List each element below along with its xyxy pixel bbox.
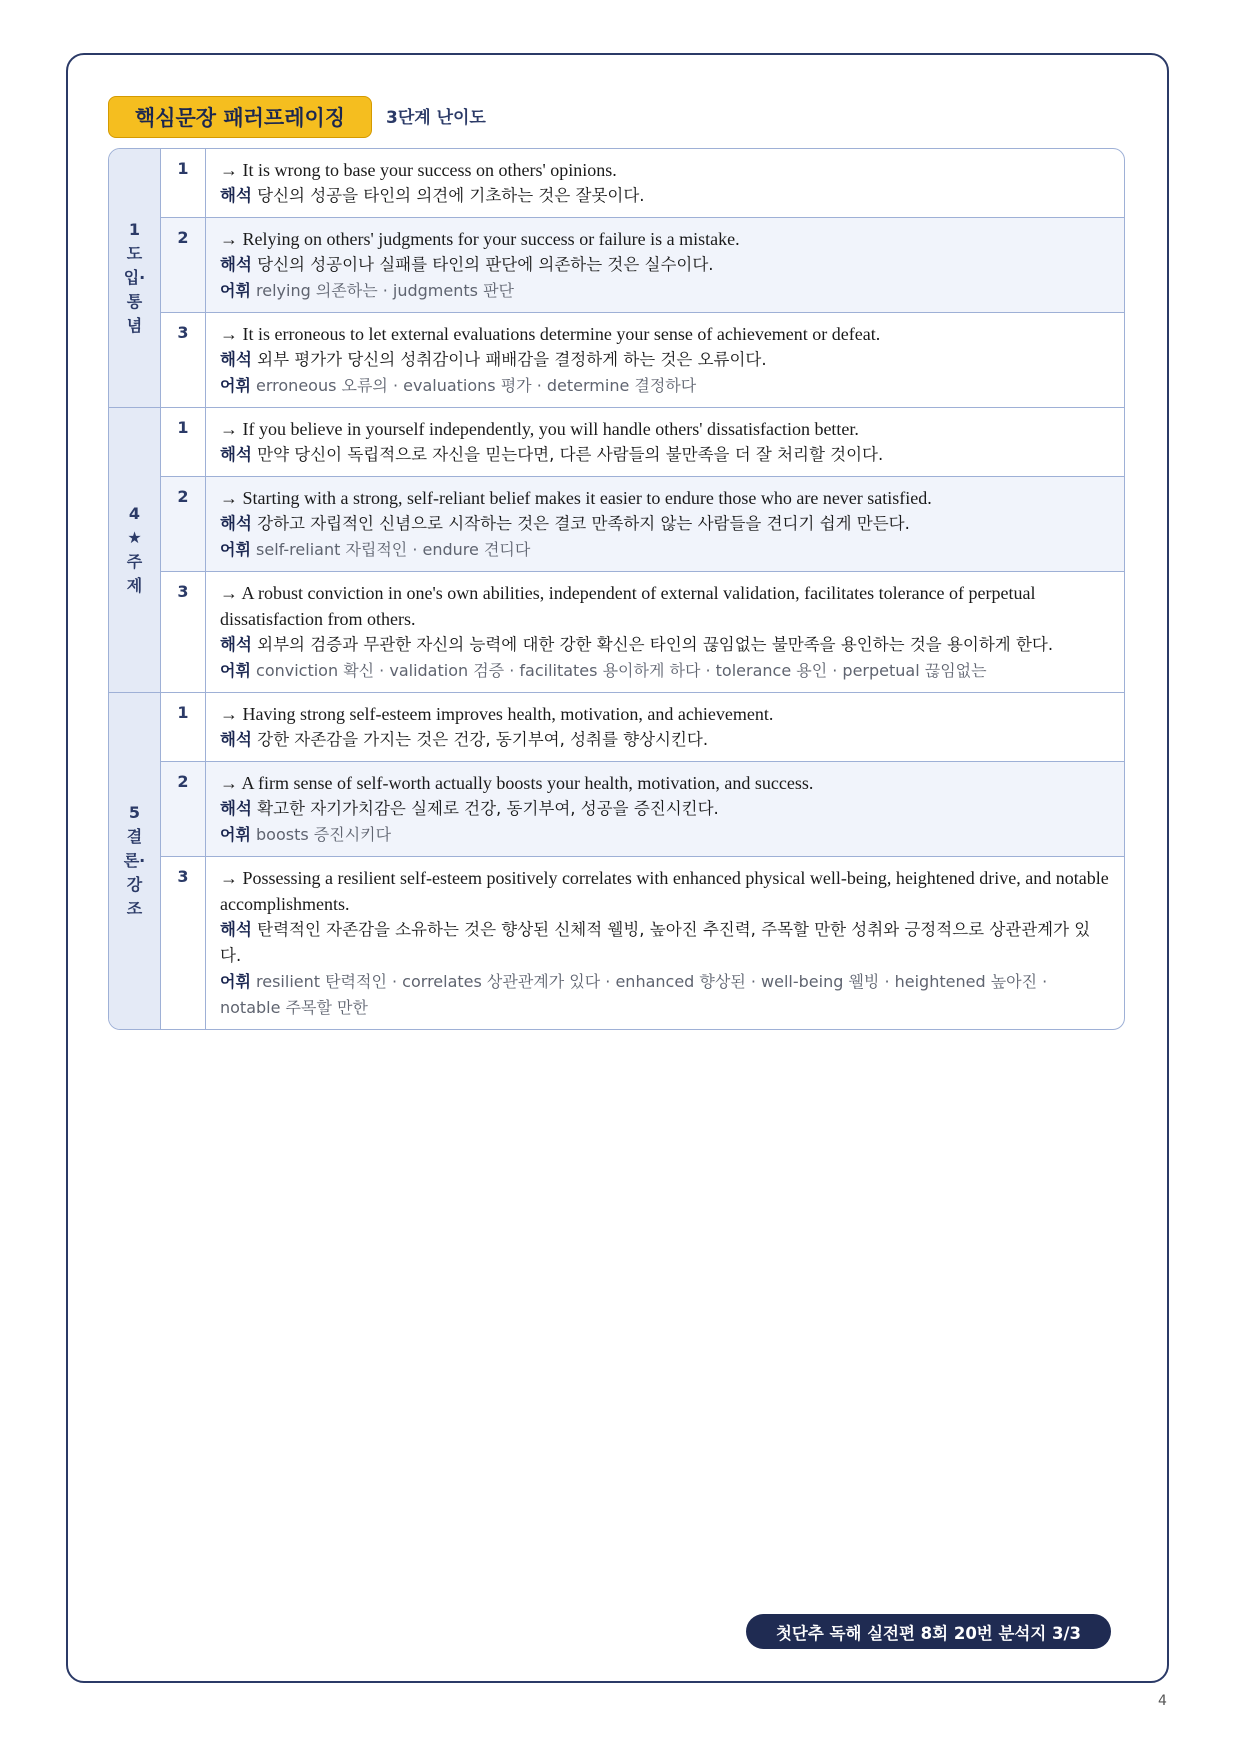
row-number: 2 xyxy=(161,477,206,571)
interpretation-text: 강하고 자립적인 신념으로 시작하는 것은 결코 만족하지 않는 사람들을 견디기 쉽게 만든다. xyxy=(257,514,910,533)
interpretation-text: 외부 평가가 당신의 성취감이나 패배감을 결정하게 하는 것은 오류이다. xyxy=(257,350,767,369)
english-sentence: → Having strong self-esteem improves health, motivation, and achievement. xyxy=(220,704,774,724)
group-label-char: 입· xyxy=(123,268,146,287)
interpretation-text: 만약 당신이 독립적으로 자신을 믿는다면, 다른 사람들의 불만족을 더 잘 처리할 것이다. xyxy=(257,445,884,464)
page-number: 4 xyxy=(1158,1693,1167,1709)
table-row xyxy=(161,149,1124,217)
vocab-text: relying 의존하는 · judgments 판단 xyxy=(256,281,514,300)
group-block xyxy=(109,149,1124,407)
row-content xyxy=(206,477,1124,571)
english-sentence: → It is erroneous to let external evaluations determine your sense of achievement or defeat. xyxy=(220,324,881,344)
vocabulary-line xyxy=(220,969,1110,1021)
table-row xyxy=(161,693,1124,761)
row-number: 1 xyxy=(161,149,206,217)
english-sentence: → Starting with a strong, self-reliant belief makes it easier to endure those who are never satisfied. xyxy=(220,488,932,508)
english-sentence: → Relying on others' judgments for your success or failure is a mistake. xyxy=(220,229,740,249)
row-number: 1 xyxy=(161,408,206,476)
row-number: 3 xyxy=(161,572,206,692)
group-label-char: ★ xyxy=(127,528,142,547)
vocab-label: 어휘 xyxy=(220,540,251,559)
group-label-char: 5 xyxy=(128,803,141,822)
row-content xyxy=(206,693,1124,761)
korean-interpretation xyxy=(220,511,1110,537)
row-content xyxy=(206,408,1124,476)
interpretation-label: 해석 xyxy=(220,186,252,205)
group-label-char: 조 xyxy=(126,899,143,918)
interpretation-label: 해석 xyxy=(220,255,252,274)
vocab-text: erroneous 오류의 · evaluations 평가 · determine 결정하다 xyxy=(256,376,697,395)
interpretation-text: 외부의 검증과 무관한 자신의 능력에 대한 강한 확신은 타인의 끊임없는 불만족을 용인하는 것을 용이하게 한다. xyxy=(257,635,1054,654)
row-content xyxy=(206,762,1124,856)
group-label-text xyxy=(124,218,146,338)
group-label xyxy=(109,149,161,407)
interpretation-label: 해석 xyxy=(220,920,252,939)
row-content xyxy=(206,313,1124,407)
group-label xyxy=(109,408,161,692)
row-content xyxy=(206,572,1124,692)
row-number: 3 xyxy=(161,313,206,407)
interpretation-text: 탄력적인 자존감을 소유하는 것은 향상된 신체적 웰빙, 높아진 추진력, 주목할 만한 성취와 긍정적으로 상관관계가 있다. xyxy=(220,920,1091,965)
row-number: 1 xyxy=(161,693,206,761)
english-sentence: → A robust conviction in one's own abilities, independent of external validation, facilitates tolerance of perpetual dissatisfaction from others. xyxy=(220,583,1036,629)
group-label-char: 주 xyxy=(126,552,143,571)
vocabulary-line xyxy=(220,278,1110,304)
english-sentence: → If you believe in yourself independently, you will handle others' dissatisfaction better. xyxy=(220,419,859,439)
korean-interpretation xyxy=(220,183,1110,209)
vocab-label: 어휘 xyxy=(220,376,251,395)
group-label-char: 통 xyxy=(126,292,143,311)
interpretation-label: 해석 xyxy=(220,635,252,654)
row-number: 3 xyxy=(161,857,206,1029)
english-sentence: → It is wrong to base your success on others' opinions. xyxy=(220,160,617,180)
interpretation-text: 확고한 자기가치감은 실제로 건강, 동기부여, 성공을 증진시킨다. xyxy=(257,799,719,818)
interpretation-text: 당신의 성공이나 실패를 타인의 판단에 의존하는 것은 실수이다. xyxy=(257,255,714,274)
vocabulary-line xyxy=(220,373,1110,399)
table-row xyxy=(161,312,1124,407)
row-number: 2 xyxy=(161,218,206,312)
interpretation-label: 해석 xyxy=(220,350,252,369)
interpretation-label: 해석 xyxy=(220,445,252,464)
vocab-label: 어휘 xyxy=(220,825,251,844)
interpretation-text: 당신의 성공을 타인의 의견에 기초하는 것은 잘못이다. xyxy=(257,186,645,205)
group-label-char: 론· xyxy=(123,851,146,870)
group-label-char: 1 xyxy=(128,220,141,239)
korean-interpretation xyxy=(220,796,1110,822)
table-row xyxy=(161,476,1124,571)
interpretation-text: 강한 자존감을 가지는 것은 건강, 동기부여, 성취를 향상시킨다. xyxy=(257,730,709,749)
table-row xyxy=(161,408,1124,476)
vocab-text: self-reliant 자립적인 · endure 견디다 xyxy=(256,540,531,559)
group-label xyxy=(109,693,161,1029)
korean-interpretation xyxy=(220,442,1110,468)
english-sentence: → A firm sense of self-worth actually boosts your health, motivation, and success. xyxy=(220,773,814,793)
footer-source-label: 첫단추 독해 실전편 8회 20번 분석지 3/3 xyxy=(746,1614,1111,1649)
group-label-text xyxy=(124,801,146,921)
group-block xyxy=(109,407,1124,692)
vocab-text: conviction 확신 · validation 검증 · facilitates 용이하게 하다 · tolerance 용인 · perpetual 끊임없는 xyxy=(256,661,987,680)
paraphrase-table xyxy=(108,148,1125,1030)
vocab-text: resilient 탄력적인 · correlates 상관관계가 있다 · enhanced 향상된 · well-being 웰빙 · heightened 높아진 · notable 주목할 만한 xyxy=(220,972,1048,1017)
table-row xyxy=(161,856,1124,1029)
row-content xyxy=(206,149,1124,217)
section-title-badge xyxy=(108,96,372,138)
interpretation-label: 해석 xyxy=(220,514,252,533)
korean-interpretation xyxy=(220,727,1110,753)
row-number: 2 xyxy=(161,762,206,856)
group-label-text xyxy=(127,502,142,598)
table-row xyxy=(161,217,1124,312)
vocab-label: 어휘 xyxy=(220,972,251,991)
group-label-char: 4 xyxy=(128,504,141,523)
interpretation-label: 해석 xyxy=(220,730,252,749)
vocabulary-line xyxy=(220,537,1110,563)
table-row xyxy=(161,761,1124,856)
korean-interpretation xyxy=(220,252,1110,278)
vocabulary-line xyxy=(220,822,1110,848)
row-content xyxy=(206,857,1124,1029)
group-label-char: 제 xyxy=(126,576,143,595)
section-title: 핵심문장 패러프레이징 xyxy=(134,106,346,130)
interpretation-label: 해석 xyxy=(220,799,252,818)
difficulty-level: 3단계 난이도 xyxy=(386,108,486,128)
group-block xyxy=(109,692,1124,1029)
group-label-char: 도 xyxy=(126,244,143,263)
group-label-char: 결 xyxy=(126,827,143,846)
group-label-char: 념 xyxy=(126,316,143,335)
table-row xyxy=(161,571,1124,692)
vocab-label: 어휘 xyxy=(220,281,251,300)
group-label-char: 강 xyxy=(126,875,143,894)
korean-interpretation xyxy=(220,917,1110,969)
korean-interpretation xyxy=(220,632,1110,658)
row-content xyxy=(206,218,1124,312)
english-sentence: → Possessing a resilient self-esteem positively correlates with enhanced physical well-being, heightened drive, and notable accomplishments. xyxy=(220,868,1109,914)
vocabulary-line xyxy=(220,658,1110,684)
vocab-label: 어휘 xyxy=(220,661,251,680)
vocab-text: boosts 증진시키다 xyxy=(256,825,392,844)
korean-interpretation xyxy=(220,347,1110,373)
